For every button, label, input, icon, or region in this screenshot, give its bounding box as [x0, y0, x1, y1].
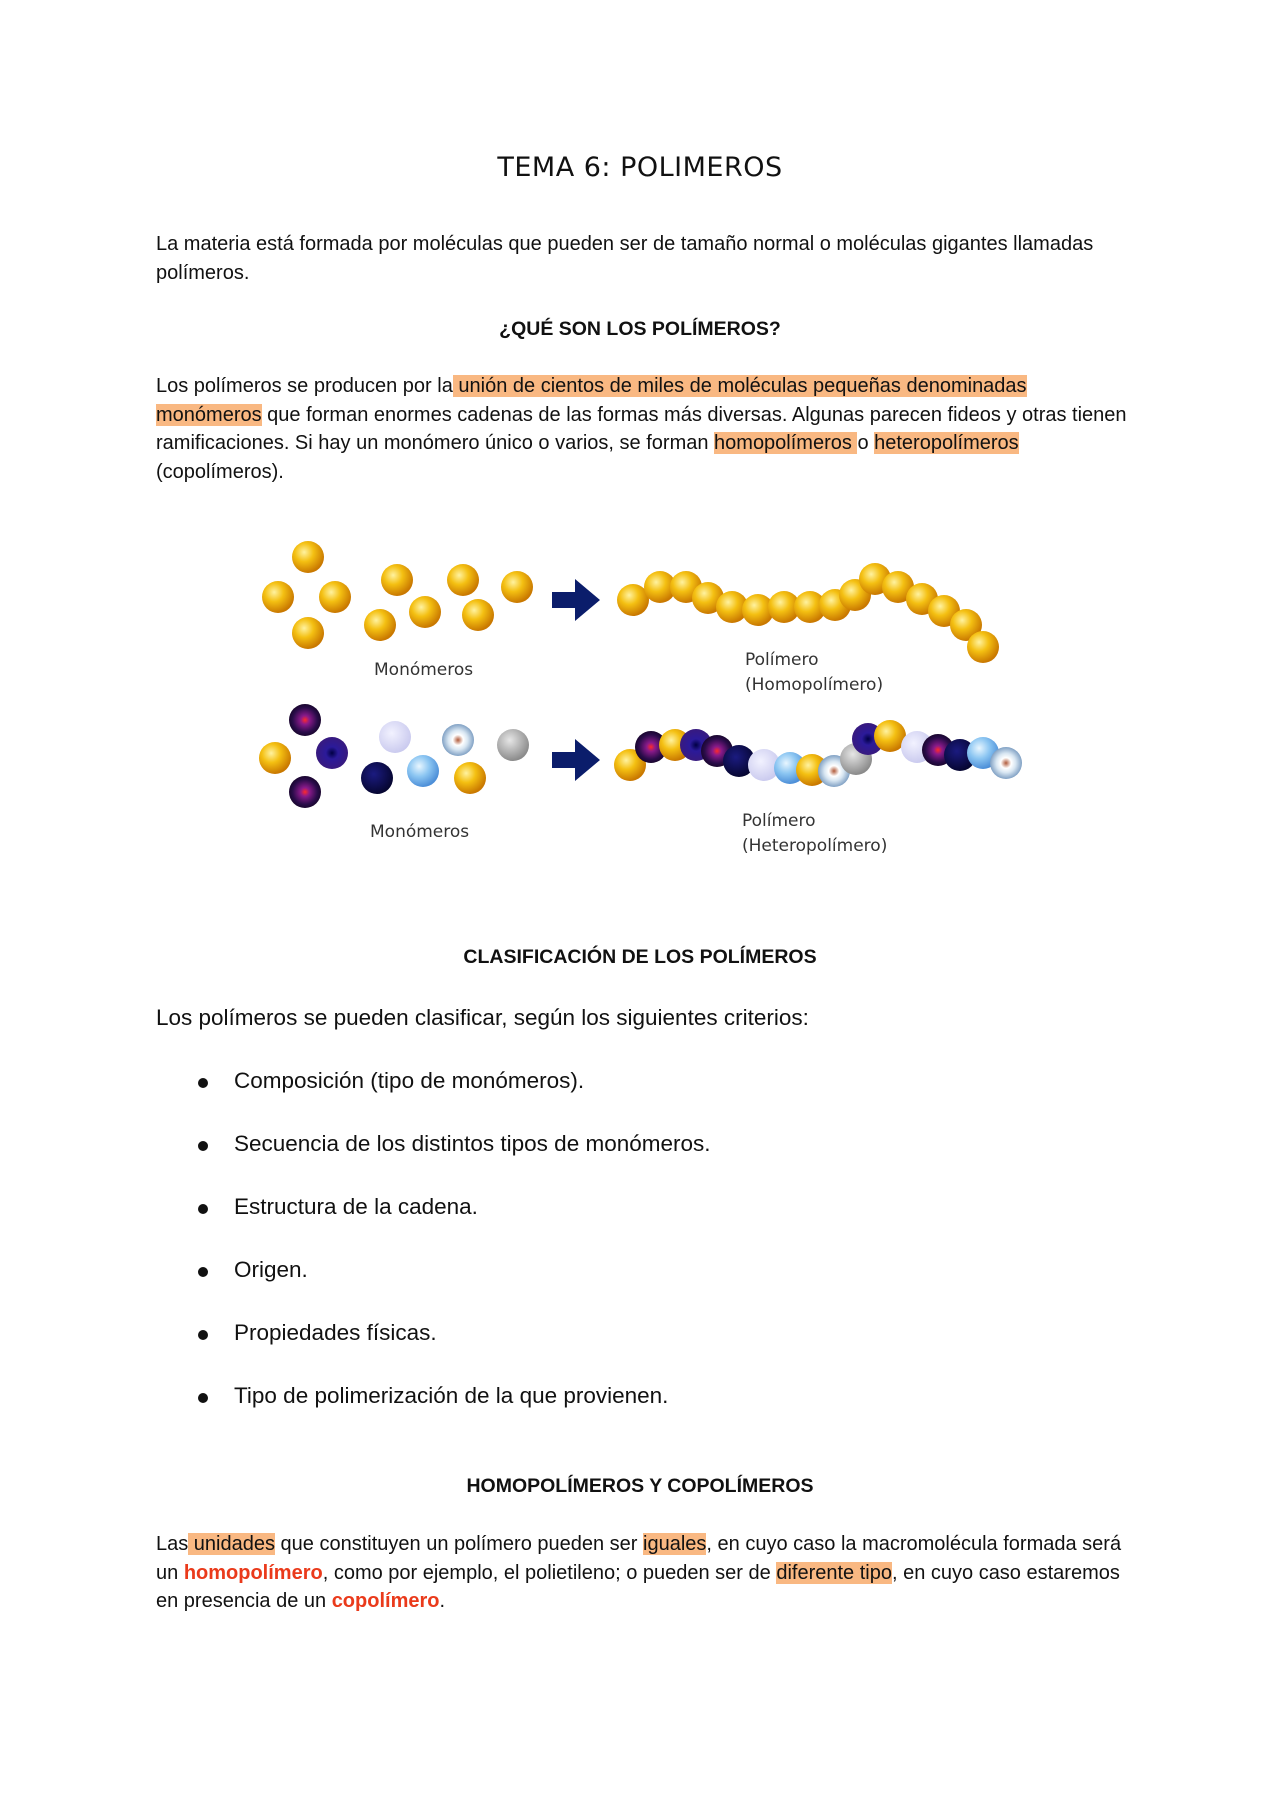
classification-intro: Los polímeros se pueden clasificar, según los siguientes criterios: [156, 1005, 809, 1030]
monomer-gray [497, 729, 529, 761]
monomer-blue-purple [316, 737, 348, 769]
chain-unit [990, 747, 1022, 779]
text-segment: , como por ejemplo, el polietileno; o pueden ser de [322, 1561, 777, 1584]
monomer-gold [447, 564, 479, 596]
bullet-icon [198, 1330, 208, 1340]
text-segment: o [857, 432, 875, 454]
text-segment: que forman enormes cadenas de las formas más diversas. Algunas parecen fideos y otras tienen ramificaciones. Si hay un monómero único o varios, se forman [156, 403, 1127, 454]
highlight-unidades: unidades [188, 1533, 275, 1555]
highlight-homopolimeros: homopolímeros [714, 432, 858, 454]
section-heading-clasificacion: CLASIFICACIÓN DE LOS POLÍMEROS [463, 946, 817, 968]
list-item-text: Composición (tipo de monómeros). [234, 1068, 585, 1093]
term-copolimero: copolímero [331, 1590, 440, 1612]
list-item [156, 1319, 1056, 1382]
bullet-icon [198, 1393, 208, 1403]
monomer-gold [292, 541, 324, 573]
bullet-icon [198, 1204, 208, 1214]
monomer-lavender [379, 721, 411, 753]
monomer-gold [462, 599, 494, 631]
list-item [156, 1193, 1056, 1256]
bullet-icon [198, 1078, 208, 1088]
monomer-gold [364, 609, 396, 641]
label-homopolimero: (Homopolímero) [745, 675, 884, 695]
label-monomeros-top: Monómeros [374, 660, 474, 680]
monomer-gold [262, 581, 294, 613]
chain-unit [967, 631, 999, 663]
monomer-gold [409, 596, 441, 628]
paragraph-homopolimeros [156, 1530, 1136, 1616]
monomer-gold [501, 571, 533, 603]
arrow-right-icon [552, 579, 600, 621]
monomer-gold [292, 617, 324, 649]
text-segment: , en cuyo caso la macromolécula formada será un [156, 1533, 1122, 1584]
monomer-purple [289, 704, 321, 736]
section-heading-homopolimeros: HOMOPOLÍMEROS Y COPOLÍMEROS [466, 1475, 814, 1497]
monomer-gold [454, 762, 486, 794]
list-item [156, 1382, 1056, 1445]
term-homopolimero: homopolímero [183, 1561, 323, 1584]
text-segment: Los polímeros se producen por la [156, 375, 453, 397]
monomers-hetero-group [259, 704, 529, 808]
polymer-diagram [250, 535, 1040, 875]
text-segment: (copolímeros). [156, 460, 284, 483]
monomer-gold [381, 564, 413, 596]
monomer-purple [289, 776, 321, 808]
highlight-union-monomeros: unión de cientos de miles de moléculas pequeñas denominadas monómeros [156, 375, 1027, 426]
monomer-ring [442, 724, 474, 756]
list-item-text: Propiedades físicas. [234, 1320, 437, 1345]
page-title: TEMA 6: POLIMEROS [497, 152, 783, 183]
list-item-text: Tipo de polimerización de la que provienen. [234, 1383, 669, 1408]
section-heading-que-son: ¿QUÉ SON LOS POLÍMEROS? [499, 318, 781, 340]
highlight-diferente-tipo: diferente tipo [776, 1561, 892, 1584]
monomer-gold [259, 742, 291, 774]
list-item-text: Estructura de la cadena. [234, 1194, 478, 1219]
list-item-text: Secuencia de los distintos tipos de monómeros. [234, 1131, 711, 1156]
text-segment: . [439, 1590, 446, 1612]
bullet-icon [198, 1141, 208, 1151]
monomer-lightblue [407, 755, 439, 787]
monomer-gold [319, 581, 351, 613]
highlight-heteropolimeros: heteropolímeros [874, 432, 1019, 454]
label-polimero-bottom: Polímero [742, 811, 816, 831]
label-polimero-top: Polímero [745, 650, 819, 670]
arrow-right-icon [552, 739, 600, 781]
monomer-navy [361, 762, 393, 794]
text-segment: , en cuyo caso estaremos en presencia de un [156, 1561, 1120, 1612]
label-heteropolimero: (Heteropolímero) [742, 836, 888, 856]
list-item [156, 1130, 1056, 1193]
bullet-icon [198, 1267, 208, 1277]
text-segment: Las [156, 1533, 189, 1555]
monomers-homo-group [262, 541, 533, 649]
list-item [156, 1067, 1056, 1130]
paragraph-que-son [156, 372, 1136, 486]
heteropolymer-chain [614, 720, 1022, 787]
homopolymer-chain [617, 563, 999, 663]
label-monomeros-bottom: Monómeros [370, 822, 470, 842]
text-segment: que constituyen un polímero pueden ser [275, 1533, 644, 1555]
intro-paragraph: La materia está formada por moléculas que pueden ser de tamaño normal o moléculas gigantes llamadas polímeros. [156, 233, 1094, 284]
classification-list [156, 1067, 1056, 1445]
highlight-iguales: iguales [643, 1533, 707, 1555]
list-item [156, 1256, 1056, 1319]
list-item-text: Origen. [234, 1257, 308, 1282]
